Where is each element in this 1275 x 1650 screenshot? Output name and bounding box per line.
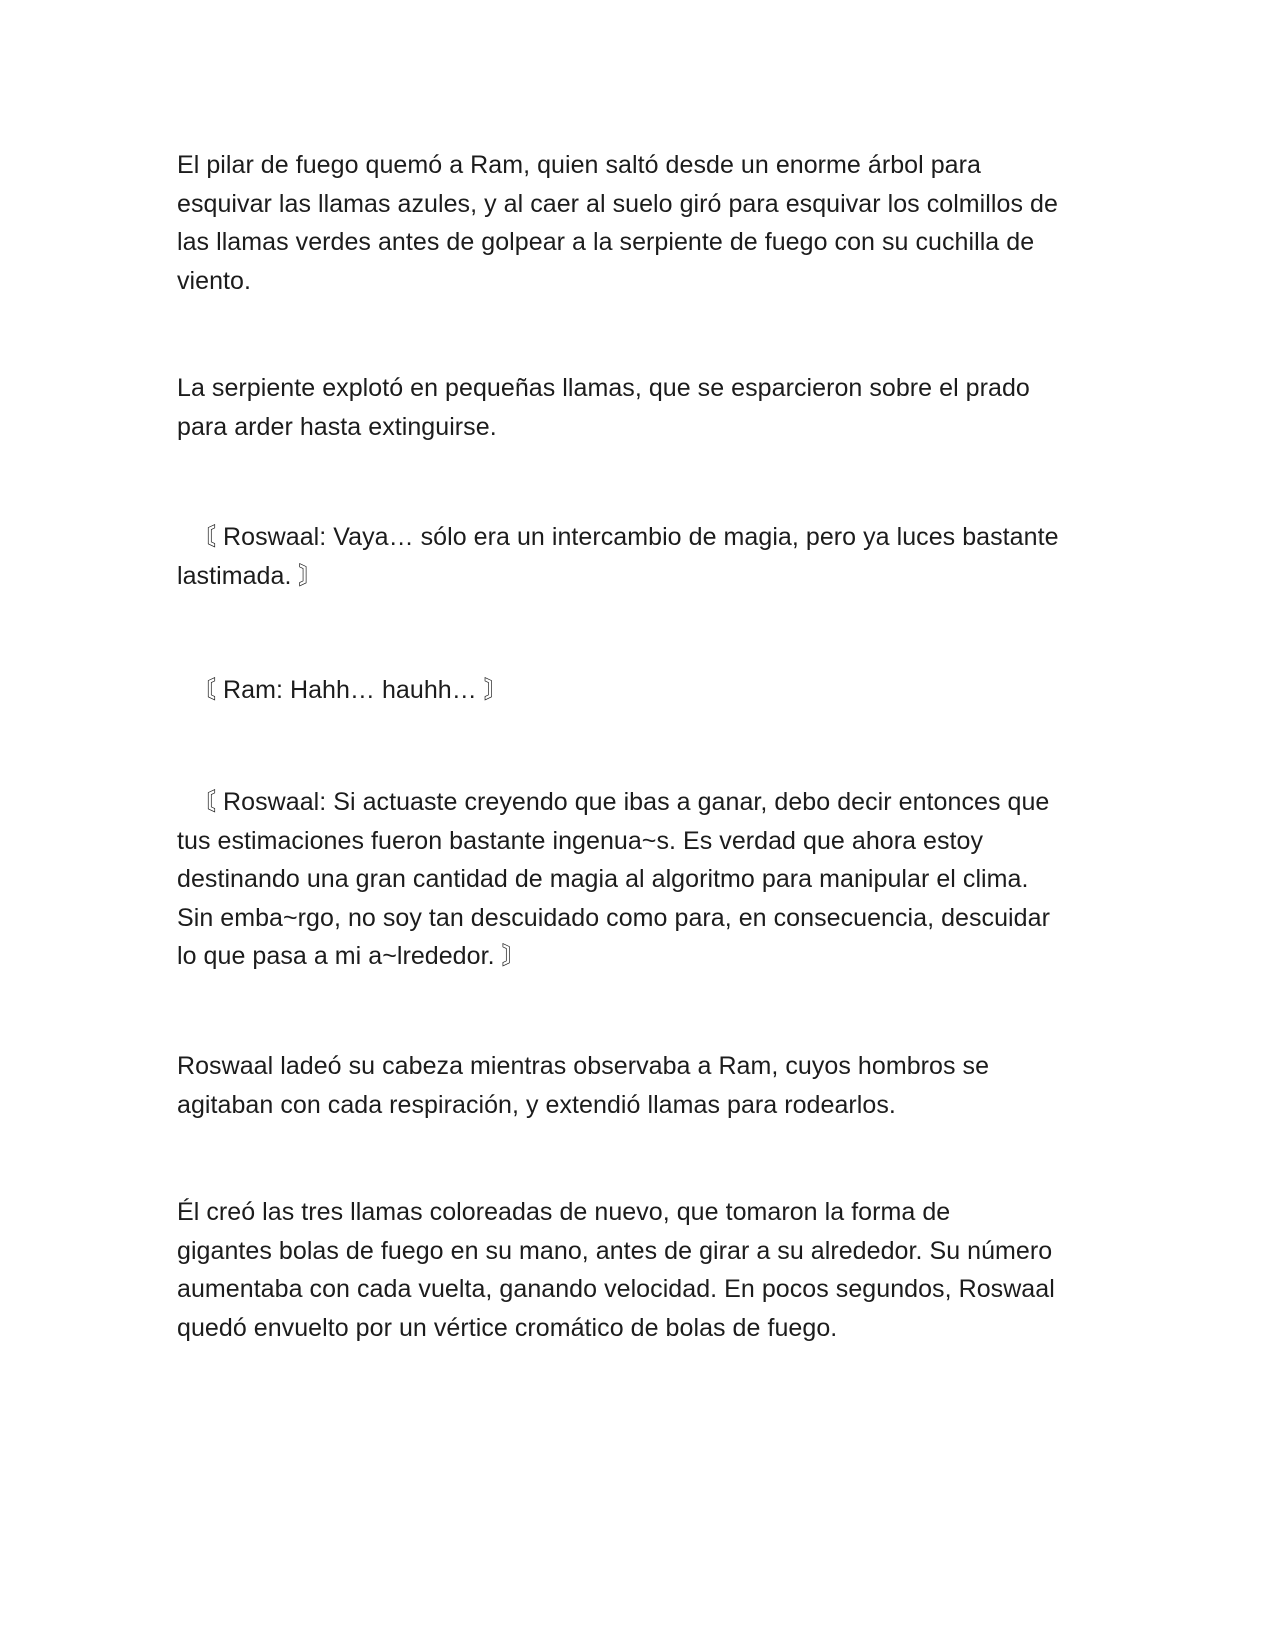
text-line: gigantes bolas de fuego en su mano, antes de girar a su alrededor. Su número xyxy=(177,1236,1053,1265)
text-line: Sin emba~rgo, no soy tan descuidado como para, en consecuencia, descuidar xyxy=(177,903,1050,932)
text-line: 〘 Ram: Hahh… hauhh… 〙 xyxy=(177,676,509,704)
text-line: 〘 Roswaal: Si actuaste creyendo que ibas a ganar, debo decir entonces que xyxy=(177,788,1050,816)
text-line: para arder hasta extinguirse. xyxy=(177,412,497,441)
text-line: lastimada. 〙 xyxy=(177,561,324,590)
text-line: destinando una gran cantidad de magia al algoritmo para manipular el clima. xyxy=(177,865,1029,893)
text-line: las llamas verdes antes de golpear a la serpiente de fuego con su cuchilla de xyxy=(177,228,1035,256)
text-line: La serpiente explotó en pequeñas llamas, que se esparcieron sobre el prado xyxy=(177,374,1030,402)
paragraph-roswaal-tilted-head xyxy=(177,1047,1117,1124)
paragraph-three-flames xyxy=(177,1193,1117,1347)
text-line: tus estimaciones fueron bastante ingenua~s. Es verdad que ahora estoy xyxy=(177,826,984,855)
text-line: viento. xyxy=(177,266,252,295)
text-line: agitaban con cada respiración, y extendió llamas para rodearlos. xyxy=(177,1090,896,1119)
text-line: quedó envuelto por un vértice cromático de bolas de fuego. xyxy=(177,1313,838,1342)
paragraph-pillar-of-fire xyxy=(177,146,1117,300)
dialogue-ram xyxy=(177,671,1117,710)
text-line: 〘 Roswaal: Vaya… sólo era un intercambio de magia, pero ya luces bastante xyxy=(177,523,1059,551)
text-line: esquivar las llamas azules, y al caer al suelo giró para esquivar los colmillos de xyxy=(177,189,1058,218)
dialogue-roswaal-1 xyxy=(177,518,1117,595)
text-line: El pilar de fuego quemó a Ram, quien saltó desde un enorme árbol para xyxy=(177,151,981,179)
text-line: Él creó las tres llamas coloreadas de nuevo, que tomaron la forma de xyxy=(177,1198,951,1226)
text-line: Roswaal ladeó su cabeza mientras observaba a Ram, cuyos hombros se xyxy=(177,1052,990,1080)
text-line: lo que pasa a mi a~lrededor. 〙 xyxy=(177,942,527,970)
dialogue-roswaal-2 xyxy=(177,783,1117,976)
paragraph-serpent-exploded xyxy=(177,369,1117,446)
text-line: aumentaba con cada vuelta, ganando velocidad. En pocos segundos, Roswaal xyxy=(177,1275,1055,1303)
